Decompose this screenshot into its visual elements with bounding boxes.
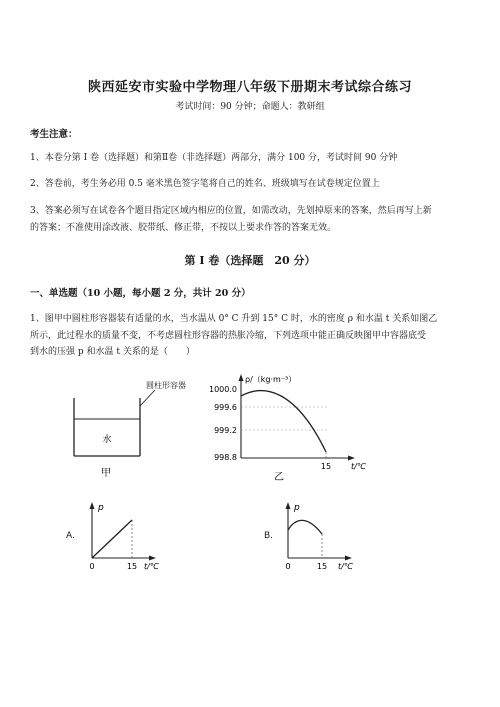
question-1-line-1: 1、图甲中圆柱形容器装有适量的水，当水温从 0° C 升到 15° C 时，水的密度 ρ 和水温 t 关系如图乙	[30, 314, 438, 324]
notes-heading: 考生注意：	[30, 129, 78, 140]
water-label: 水	[102, 435, 112, 445]
container-label: 圆柱形容器	[146, 381, 186, 390]
option-b-x-tick-15: 15	[316, 562, 328, 571]
question-group-heading: 一、单选题（10 小题，每小题 2 分，共计 20 分）	[30, 288, 251, 299]
option-a-letter: A.	[66, 531, 75, 541]
option-a-x-tick-0: 0	[89, 562, 95, 571]
yi-y-tick-998-8: 998.8	[214, 453, 237, 462]
option-b-letter: B.	[264, 531, 274, 541]
option-b-y-label: p	[294, 503, 300, 513]
yi-x-axis-arrow	[348, 456, 355, 461]
note-item-3-cont: 的答案；不准使用涂改液、胶带纸、修正带，不按以上要求作答的答案无效。	[30, 223, 337, 233]
figure-yi-caption: 乙	[274, 472, 284, 483]
option-a-x-label: t/℃	[144, 562, 159, 571]
option-a-y-arrow	[90, 502, 95, 509]
option-a-x-tick-15: 15	[126, 562, 138, 571]
yi-x-axis-label: t/℃	[351, 462, 366, 471]
question-1-line-2: 所示，此过程水的质量不变，不考虑圆柱形容器的热胀冷缩，下列选项中能正确反映图甲中容器底受	[30, 331, 427, 341]
option-a-x-arrow	[149, 556, 156, 561]
figure-yi-chart	[205, 372, 375, 484]
yi-y-tick-999-2: 999.2	[214, 426, 237, 435]
yi-y-axis-arrow	[239, 374, 244, 381]
option-a-line	[92, 520, 132, 558]
option-b-graph	[278, 500, 368, 575]
exam-info: 考试时间：90 分钟；命题人：教研组	[175, 102, 325, 112]
yi-x-tick-15: 15	[320, 462, 332, 471]
option-a-y-label: p	[98, 503, 104, 513]
figure-jia-caption: 甲	[101, 468, 111, 479]
option-b-x-arrow	[345, 556, 352, 561]
option-b-curve	[288, 520, 322, 534]
note-item-2: 2、答卷前，考生务必用 0.5 毫米黑色签字笔将自己的姓名、班级填写在试卷规定位置上	[30, 179, 380, 189]
section-title: 第 I 卷（选择题 20 分）	[184, 254, 316, 267]
page-title: 陕西延安市实验中学物理八年级下册期末考试综合练习	[87, 80, 412, 95]
yi-y-tick-1000-0: 1000.0	[209, 385, 237, 394]
yi-y-tick-999-6: 999.6	[214, 403, 237, 412]
note-item-3: 3、答案必须写在试卷各个题目指定区域内相应的位置，如需改动，先划掉原来的答案，然后再写上新	[30, 206, 432, 216]
option-a-graph	[82, 500, 172, 575]
note-item-1: 1、本卷分第 I 卷（选择题）和第Ⅱ卷（非选择题）两部分，满分 100 分，考试时间 90 分钟	[30, 153, 398, 163]
option-b-x-label: t/℃	[338, 562, 353, 571]
yi-density-curve	[241, 391, 326, 452]
option-b-y-arrow	[286, 502, 291, 509]
option-b-x-tick-0: 0	[285, 562, 291, 571]
question-1-line-3: 到水的压强 p 和水温 t 关系的是（ ）	[30, 347, 195, 357]
container-pointer-line	[140, 390, 155, 406]
yi-y-axis-label: ρ/（kg·m⁻³）	[245, 375, 297, 384]
